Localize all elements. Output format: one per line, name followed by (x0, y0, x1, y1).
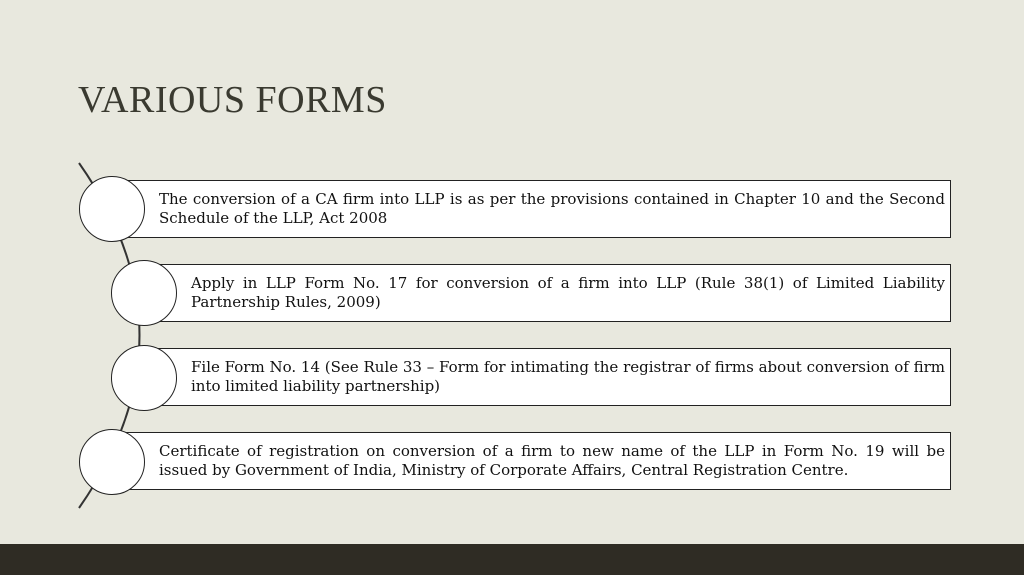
list-item-text: Certificate of registration on conversion of a firm to new name of the LLP in Form No. 19 will be issued by Government of India, Ministry of Corporate Affairs, Central Registration Centre. (159, 442, 945, 479)
list-item (150, 264, 951, 322)
list-item-text: The conversion of a CA firm into LLP is as per the provisions contained in Chapter 10 and the Second Schedule of the LLP, Act 2008 (159, 190, 945, 227)
bullet-circle (79, 429, 145, 495)
list-item (150, 348, 951, 406)
list-item (120, 180, 951, 238)
slide-title: VARIOUS FORMS (78, 79, 387, 121)
list-item-text: Apply in LLP Form No. 17 for conversion of a firm into LLP (Rule 38(1) of Limited Liability Partnership Rules, 2009) (191, 274, 945, 311)
bullet-circle (79, 176, 145, 242)
bullet-circle (111, 260, 177, 326)
list-item (120, 432, 951, 490)
footer-bar (0, 544, 1024, 575)
list-item-text: File Form No. 14 (See Rule 33 – Form for intimating the registrar of firms about conversion of firm into limited liability partnership) (191, 358, 945, 395)
bullet-circle (111, 345, 177, 411)
